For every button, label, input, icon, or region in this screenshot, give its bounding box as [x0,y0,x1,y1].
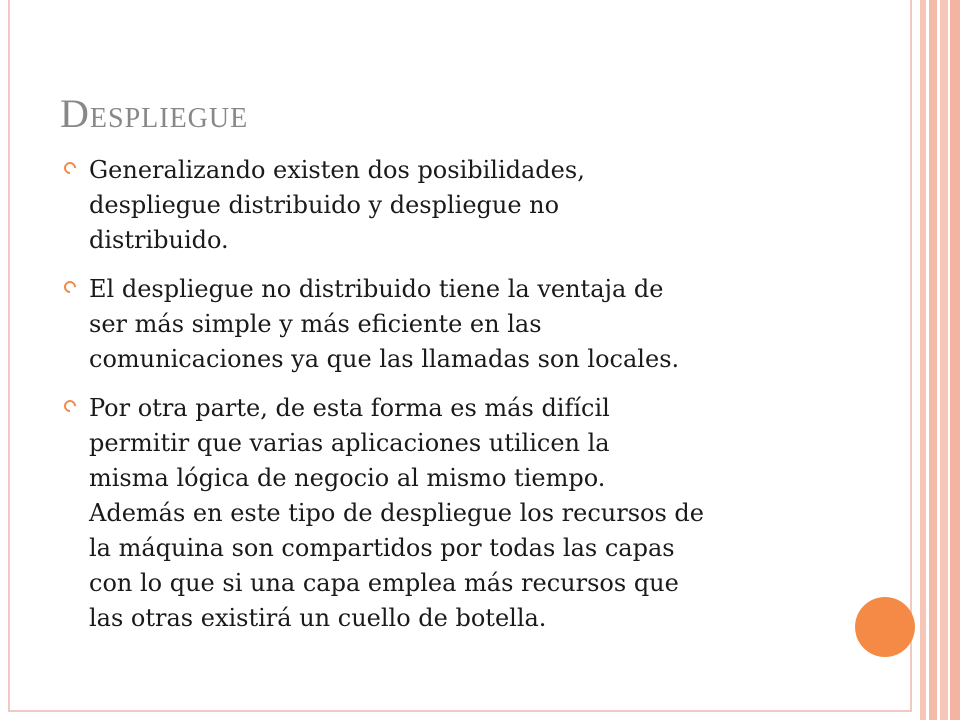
decorative-orange-circle [855,597,915,657]
open-circle-bullet-icon [62,279,79,296]
bullet-line: Por otra parte, de esta forma es más difícil [89,394,610,422]
bullet-item [60,153,840,258]
slide-title: Despliegue [60,91,249,136]
bullet-line: distribuido. [89,226,229,254]
bullet-item [60,272,840,377]
bullet-line: con lo que si una capa emplea más recursos que [89,569,679,597]
bullet-line: Además en este tipo de despliegue los recursos de [89,499,704,527]
stripe [950,0,960,720]
bullet-list [60,153,840,650]
bullet-line: misma lógica de negocio al mismo tiempo. [89,464,606,492]
bullet-line: comunicaciones ya que las llamadas son locales. [89,345,680,373]
bullet-line: Generalizando existen dos posibilidades, [89,156,585,184]
bullet-line: las otras existirá un cuello de botella. [89,604,547,632]
bullet-line: ser más simple y más eficiente en las [89,310,542,338]
bullet-item [60,391,840,636]
open-circle-bullet-icon [62,160,79,177]
stripe [929,0,937,720]
bullet-line: despliegue distribuido y despliegue no [89,191,560,219]
open-circle-bullet-icon [62,398,79,415]
decorative-stripes [916,0,960,720]
stripe [940,0,948,720]
bullet-line: permitir que varias aplicaciones utilicen la [89,429,610,457]
bullet-line: El despliegue no distribuido tiene la ventaja de [89,275,664,303]
bullet-line: la máquina son compartidos por todas las capas [89,534,675,562]
